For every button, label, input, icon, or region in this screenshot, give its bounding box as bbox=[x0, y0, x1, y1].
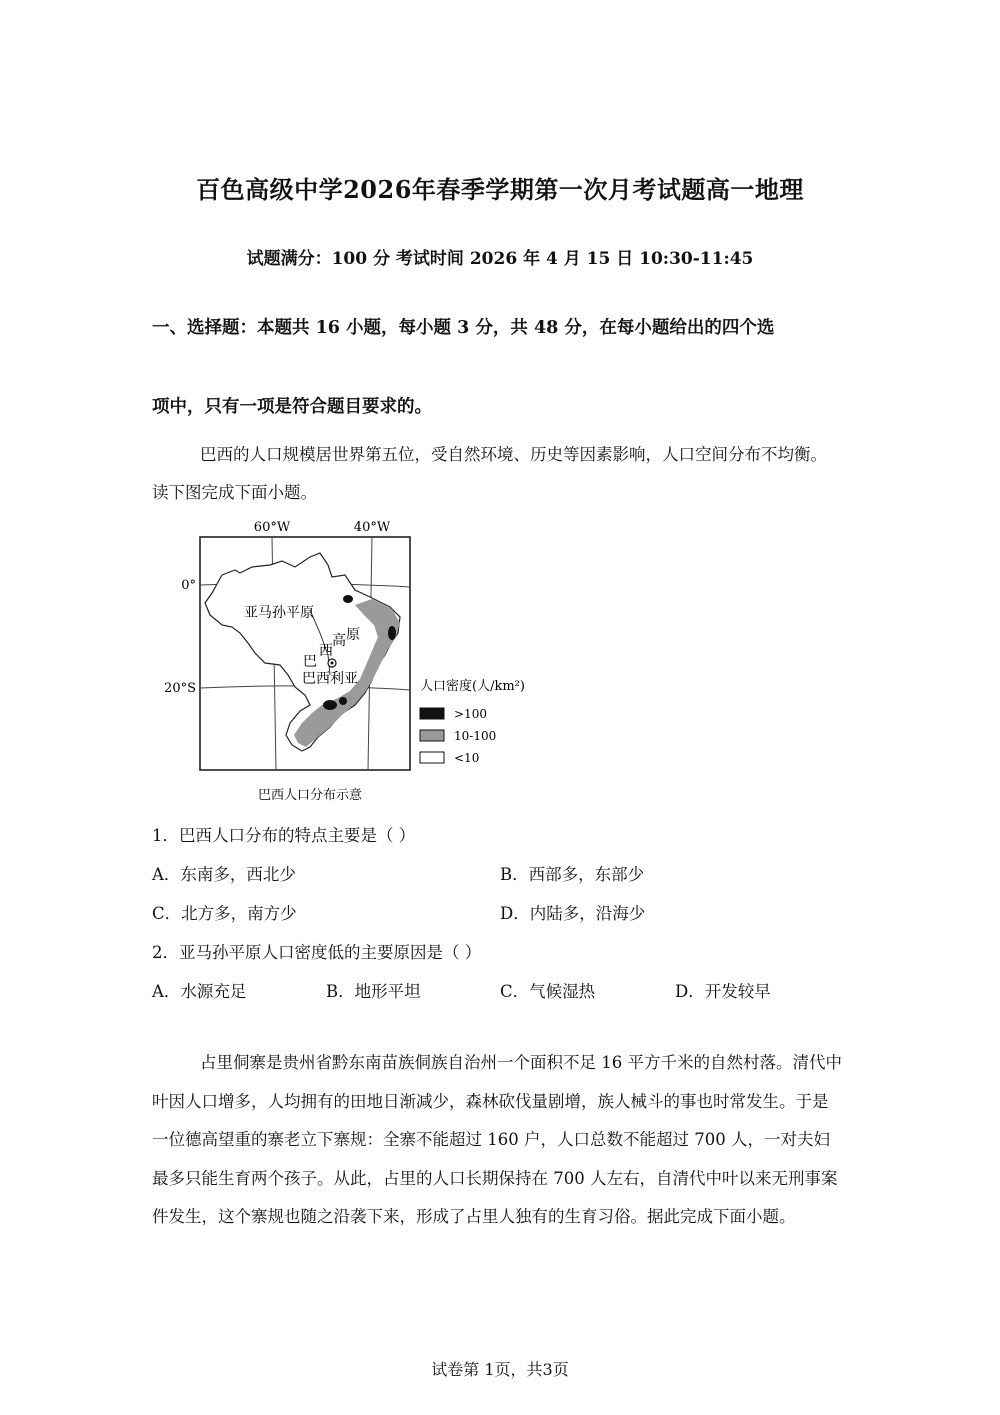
section-heading-line1: 一、选择题：本题共 16 小题，每小题 3 分，共 48 分，在每小题给出的四个选 bbox=[152, 318, 775, 338]
passage-brazil: 巴西的人口规模居世界第五位，受自然环境、历史等因素影响，人口空间分布不均衡。读下图完成下面小题。 bbox=[152, 445, 827, 502]
question-1-option-b[interactable]: B．西部多，东部少 bbox=[500, 865, 645, 884]
map-svg bbox=[160, 515, 560, 810]
label-amazon-plain: 亚马孙平原 bbox=[244, 605, 314, 621]
density-high-spot-north bbox=[343, 595, 353, 603]
question-2-stem: 2．亚马孙平原人口密度低的主要原因是（ ） bbox=[152, 943, 482, 962]
question-1-stem: 1．巴西人口分布的特点主要是（ ） bbox=[152, 826, 416, 845]
label-brazil-1: 巴 bbox=[303, 654, 317, 670]
lat-label-20s: 20°S bbox=[164, 681, 196, 696]
lat-label-equator: 0° bbox=[181, 578, 196, 593]
lon-label-40w: 40°W bbox=[353, 520, 391, 535]
legend-swatch-medium bbox=[420, 730, 444, 741]
label-plateau-1: 高 bbox=[332, 633, 346, 649]
question-2-option-d[interactable]: D．开发较早 bbox=[675, 982, 771, 1001]
question-1-option-c[interactable]: C．北方多，南方少 bbox=[152, 904, 297, 923]
question-1-option-a[interactable]: A．东南多，西北少 bbox=[152, 865, 296, 884]
passage-zhanli: 占里侗寨是贵州省黔东南苗族侗族自治州一个面积不足 16 平方千米的自然村落。清代中叶因人口增多，人均拥有的田地日渐减少，森林砍伐量剧增，族人械斗的事也时常发生。于是一位德高望重的寨老立下寨规：全寨不能超过 160 户，人口总数不能超过 700 人，一对夫妇最多只能生育两个孩子。从此，占里的人口长期保持在 700 人左右，自清代中叶以来无刑事案件发生，这个寨规也随之沿袭下来，形成了占里人独有的生育习俗。据此完成下面小题。 bbox=[152, 1053, 842, 1226]
map-caption: 巴西人口分布示意 bbox=[257, 788, 363, 803]
legend-title: 人口密度(人/km²) bbox=[420, 679, 525, 694]
capital-dot bbox=[331, 662, 334, 665]
question-2-option-a[interactable]: A．水源充足 bbox=[152, 982, 247, 1001]
lon-label-60w: 60°W bbox=[253, 520, 291, 535]
question-2-option-b[interactable]: B．地形平坦 bbox=[326, 982, 421, 1001]
legend-label-medium: 10-100 bbox=[454, 729, 497, 743]
section-heading-line2: 项中，只有一项是符合题目要求的。 bbox=[152, 397, 432, 417]
legend-swatch-low bbox=[420, 752, 444, 763]
legend-swatch-high bbox=[420, 708, 444, 719]
exam-subtitle: 试题满分：100 分 考试时间 2026 年 4 月 15 日 10:30-11:45 bbox=[246, 249, 754, 269]
label-capital: 巴西利亚 bbox=[302, 671, 358, 687]
density-high-spot-northeast bbox=[388, 626, 396, 640]
label-plateau-2: 原 bbox=[346, 627, 360, 643]
page-footer: 试卷第 1页，共3页 bbox=[431, 1360, 569, 1379]
legend-label-low: <10 bbox=[454, 751, 480, 765]
exam-title: 百色高级中学2026年春季学期第一次月考试题高一地理 bbox=[196, 175, 804, 204]
brazil-population-map bbox=[160, 515, 560, 810]
question-1-option-d[interactable]: D．内陆多，沿海少 bbox=[500, 904, 646, 923]
legend-label-high: >100 bbox=[454, 707, 487, 721]
density-high-spot-rio bbox=[323, 700, 337, 710]
density-high-spot-sp bbox=[339, 697, 347, 705]
label-brazil-2: 西 bbox=[319, 643, 333, 659]
question-2-option-c[interactable]: C．气候湿热 bbox=[500, 982, 596, 1001]
